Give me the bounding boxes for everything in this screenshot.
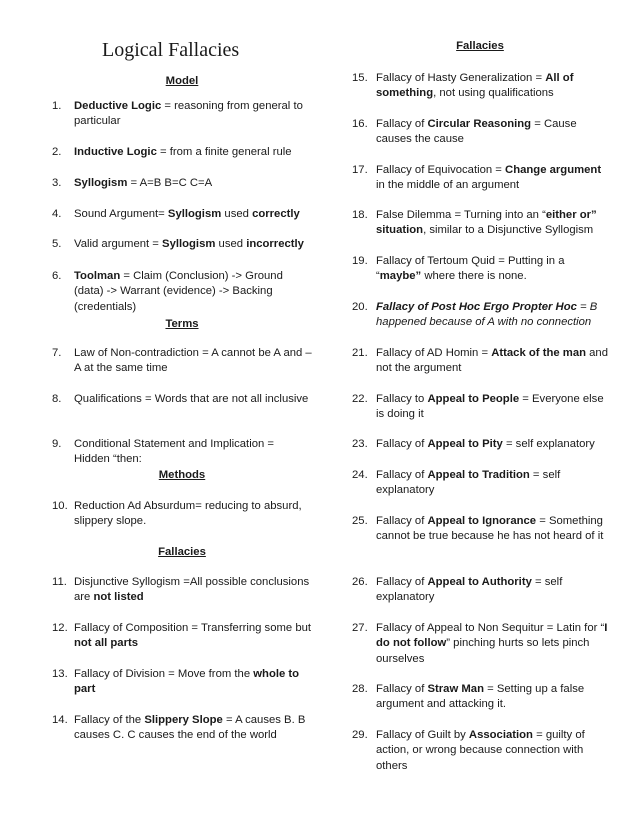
item-text: Fallacy of AD Homin = Attack of the man and not the argument	[376, 347, 609, 375]
list-item	[52, 237, 312, 252]
item-text: Toolman = Claim (Conclusion) -> Ground (data) -> Warrant (evidence) -> Backing (credentials)	[74, 270, 283, 313]
heading-fallacies-left: Fallacies	[158, 546, 206, 558]
item-text: Fallacy of Straw Man = Setting up a false argument and attacking it.	[376, 683, 585, 711]
item-text: Syllogism = A=B B=C C=A	[74, 177, 213, 189]
item-number: 22.	[352, 393, 368, 405]
list-item	[352, 728, 608, 774]
list-item	[352, 437, 608, 452]
item-number: 16.	[352, 118, 368, 130]
item-number: 11.	[52, 576, 67, 588]
list-item	[352, 621, 608, 667]
item-number: 17.	[352, 164, 368, 176]
item-number: 20.	[352, 301, 368, 313]
list-item	[52, 269, 312, 315]
item-text: Reduction Ad Absurdum= reducing to absurd, slippery slope.	[74, 500, 302, 528]
list-item	[52, 392, 312, 407]
item-number: 19.	[352, 255, 368, 267]
item-number: 18.	[352, 209, 368, 221]
item-number: 6.	[52, 270, 62, 282]
item-number: 8.	[52, 393, 62, 405]
item-number: 29.	[352, 729, 368, 741]
item-number: 23.	[352, 438, 368, 450]
item-text: Fallacy of Hasty Generalization = All of something, not using qualifications	[376, 72, 574, 100]
list-item	[352, 392, 608, 423]
item-text: Fallacy of Equivocation = Change argument in the middle of an argument	[376, 164, 602, 192]
list-item	[52, 713, 312, 744]
item-number: 15.	[352, 72, 368, 84]
list-item	[352, 117, 608, 148]
item-text: Fallacy of Tertoum Quid = Putting in a “maybe” where there is none.	[376, 255, 565, 283]
item-number: 5.	[52, 238, 62, 250]
list-item	[52, 499, 312, 530]
item-text: Fallacy of Guilt by Association = guilty of action, or wrong because connection with others	[376, 729, 585, 772]
list-item	[52, 207, 312, 222]
item-number: 10.	[52, 500, 68, 512]
heading-fallacies-right: Fallacies	[456, 40, 504, 52]
item-number: 25.	[352, 515, 368, 527]
list-item	[52, 99, 312, 130]
list-item	[52, 346, 312, 377]
item-number: 3.	[52, 177, 62, 189]
heading-methods: Methods	[158, 469, 206, 481]
item-text: Valid argument = Syllogism used incorrectly	[74, 238, 304, 250]
list-item	[352, 346, 608, 377]
item-number: 28.	[352, 683, 368, 695]
list-item	[352, 208, 608, 239]
list-item	[352, 300, 608, 331]
item-text: Conditional Statement and Implication = Hidden “then:	[74, 438, 275, 466]
item-text: Fallacy of Appeal to Pity = self explanatory	[376, 438, 595, 450]
item-number: 27.	[352, 622, 368, 634]
item-text: Inductive Logic = from a finite general rule	[74, 146, 292, 158]
list-item	[52, 437, 312, 468]
item-number: 26.	[352, 576, 368, 588]
item-text: False Dilemma = Turning into an “either or” situation, similar to a Disjunctive Syllogism	[376, 209, 597, 237]
list-item	[352, 468, 608, 499]
item-number: 21.	[352, 347, 368, 359]
item-text: Fallacy of the Slippery Slope = A causes B. B causes C. C causes the end of the world	[74, 714, 306, 742]
item-text: Fallacy of Composition = Transferring some but not all parts	[74, 622, 312, 650]
list-item	[352, 71, 608, 102]
item-text: Fallacy to Appeal to People = Everyone else is doing it	[376, 393, 604, 421]
heading-terms: Terms	[165, 318, 199, 330]
item-number: 13.	[52, 668, 68, 680]
item-text: Sound Argument= Syllogism used correctly	[74, 208, 300, 220]
list-item	[52, 575, 312, 606]
item-number: 2.	[52, 146, 62, 158]
item-text: Fallacy of Appeal to Authority = self explanatory	[376, 576, 563, 604]
item-text: Qualifications = Words that are not all inclusive	[74, 393, 309, 405]
heading-model: Model	[165, 75, 199, 87]
item-text: Disjunctive Syllogism =All possible conclusions are not listed	[74, 576, 310, 604]
item-number: 9.	[52, 438, 62, 450]
list-item	[352, 682, 608, 713]
item-number: 7.	[52, 347, 62, 359]
item-text: Fallacy of Division = Move from the whole to part	[74, 668, 300, 696]
list-item	[352, 163, 608, 194]
item-text: Fallacy of Appeal to Tradition = self explanatory	[376, 469, 561, 497]
item-text: Fallacy of Post Hoc Ergo Propter Hoc = B happened because of A with no connection	[376, 301, 598, 329]
list-item	[52, 621, 312, 652]
item-number: 14.	[52, 714, 68, 726]
item-number: 12.	[52, 622, 68, 634]
list-item	[52, 176, 312, 191]
item-number: 1.	[52, 100, 62, 112]
item-text: Fallacy of Circular Reasoning = Cause causes the cause	[376, 118, 577, 146]
item-text: Fallacy of Appeal to Ignorance = Something cannot be true because he has not heard of it	[376, 515, 604, 543]
list-item	[352, 254, 608, 285]
list-item	[352, 514, 608, 545]
list-item	[52, 145, 312, 160]
list-item	[52, 667, 312, 698]
item-text: Deductive Logic = reasoning from general to particular	[74, 100, 303, 128]
item-number: 4.	[52, 208, 62, 220]
list-item	[352, 575, 608, 606]
item-text: Law of Non-contradiction = A cannot be A and –A at the same time	[74, 347, 312, 375]
item-number: 24.	[352, 469, 368, 481]
item-text: Fallacy of Appeal to Non Sequitur = Latin for “I do not follow” pinching hurts so lets pinch ourselves	[376, 622, 608, 665]
document-title: Logical Fallacies	[102, 39, 240, 61]
